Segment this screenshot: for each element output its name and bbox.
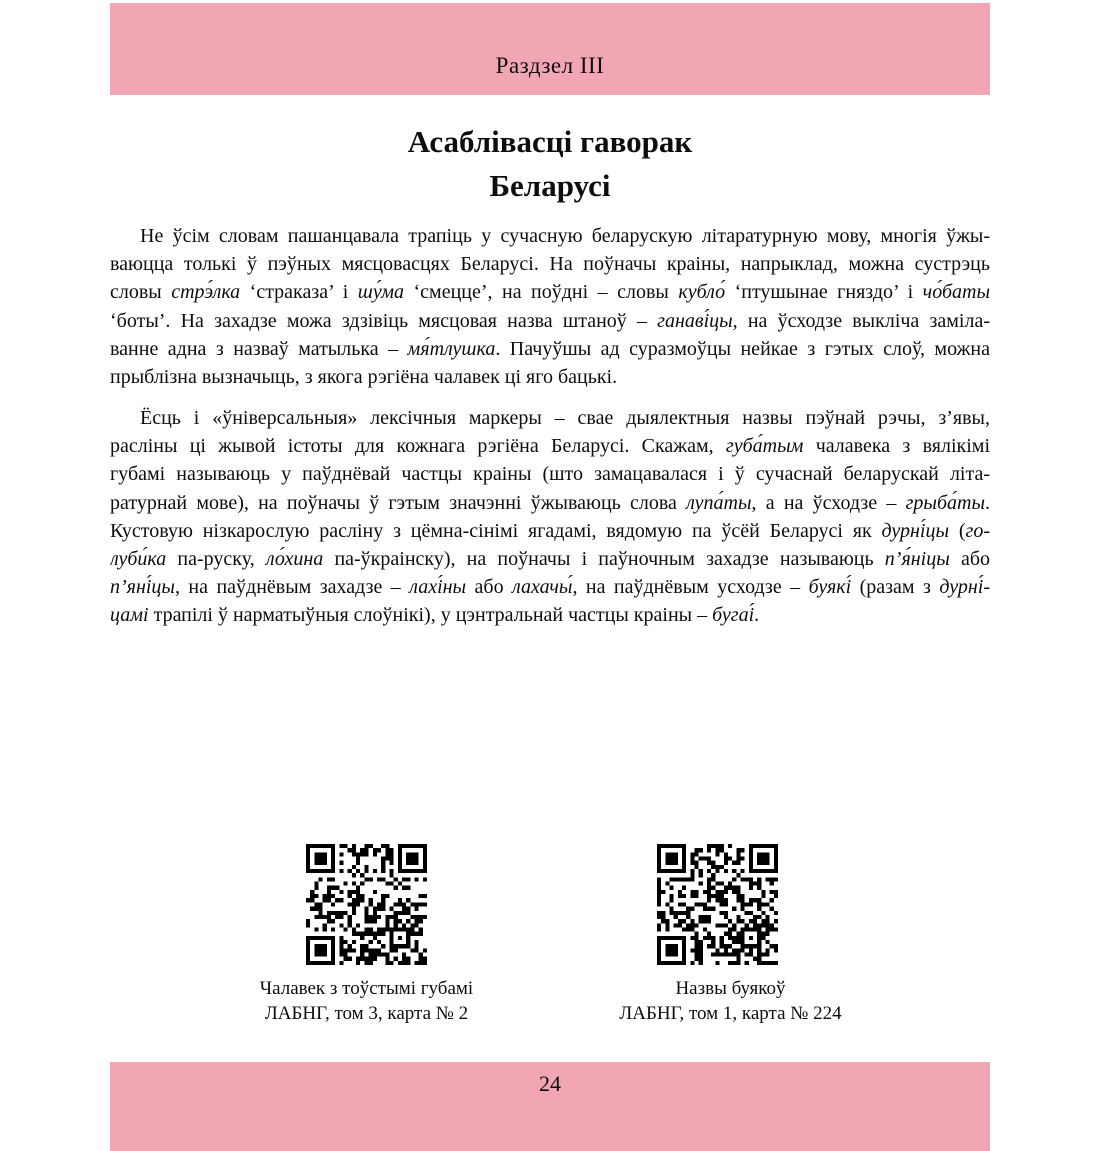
footer-band bbox=[110, 1062, 990, 1151]
text-line: ратурнай мове), на поўначы ў гэтым значэнні ўжываюць слова лупа́ты, а на ўсходзе – грыба́ты. bbox=[110, 491, 990, 514]
text-line: луби́ка па-руску, ло́хина па-ўкраінску), на поўначы і паўночным захадзе называюць п’я́ніцы або bbox=[110, 547, 990, 570]
text-line: ваюцца толькі ў пэўных мясцовасцях Беларусі. На поўначы краіны, напрыклад, можна сустрэць bbox=[110, 253, 990, 276]
text-line: Кустовую нізкарослую расліну з цёмна-сінімі ягадамі, вядомую па ўсёй Беларусі як дурні́цы (го- bbox=[110, 519, 990, 542]
page-number: 24 bbox=[539, 1071, 561, 1096]
chapter-label: Раздзел III bbox=[495, 53, 605, 78]
text-line: прыблізна вызначыць, з якога рэгіёна чалавек ці яго бацькі. bbox=[110, 365, 618, 388]
caption-source: ЛАБНГ, том 3, карта № 2 bbox=[264, 1003, 469, 1024]
figure-caption-2 bbox=[610, 976, 851, 1026]
text-line: ванне адна з назваў матылька – мя́тлушка. Пачуўшы ад суразмоўцы нейкае з гэтых слоў, можна bbox=[110, 337, 990, 360]
caption-source: ЛАБНГ, том 1, карта № 224 bbox=[619, 1003, 842, 1024]
caption-title: Чалавек з тоўстымі губамі bbox=[259, 978, 474, 999]
text-line: расліны ці жывой істоты для кожнага рэгіёна Беларусі. Скажам, губа́тым чалавека з вялікімі bbox=[110, 435, 990, 458]
qr-code-2 bbox=[657, 844, 778, 965]
qr-code-icon bbox=[306, 844, 427, 965]
text-line: Ёсць і «ўніверсальныя» лексічныя маркеры – свае дыялектныя назвы пэўнай рэчы, з’явы, bbox=[140, 407, 990, 429]
caption-title: Назвы буякоў bbox=[675, 978, 786, 999]
paragraph-2 bbox=[110, 404, 990, 630]
text-line: ‘боты’. На захадзе можа здзівіць мясцовая назва штаноў – ганаві́цы, на ўсходзе выкліча заміла- bbox=[110, 309, 990, 332]
text-line: Не ўсім словам пашанцавала трапіць у сучасную беларускую літаратурную мову, многія ўжы- bbox=[140, 225, 990, 247]
paragraph-1 bbox=[110, 222, 990, 391]
page-title-line2: Беларусі bbox=[489, 168, 611, 203]
text-line: словы стрэ́лка ‘страказа’ і шу́ма ‘смецце’, на поўдні – словы кубло́ ‘птушынае гняздо’ і чо́баты bbox=[110, 281, 990, 304]
page-title bbox=[110, 120, 990, 208]
text-line: губамі называюць у паўднёвай частцы краіны (што замацавалася і ў сучаснай беларускай літа- bbox=[110, 463, 990, 486]
text-line: п’яні́цы, на паўднёвым захадзе – лахі́ны або лахачы́, на паўднёвым усходзе – буякі́ (разам з дурні́- bbox=[110, 576, 990, 599]
qr-code-1 bbox=[306, 844, 427, 965]
page-title-line1: Асаблівасці гаворак bbox=[407, 124, 693, 159]
chapter-band bbox=[110, 3, 990, 95]
qr-code-icon bbox=[657, 844, 778, 965]
text-line: цамі трапілі ў нарматыўныя слоўнікі), у цэнтральнай частцы краіны – бугаі́. bbox=[110, 604, 760, 627]
figure-caption-1 bbox=[246, 976, 487, 1026]
